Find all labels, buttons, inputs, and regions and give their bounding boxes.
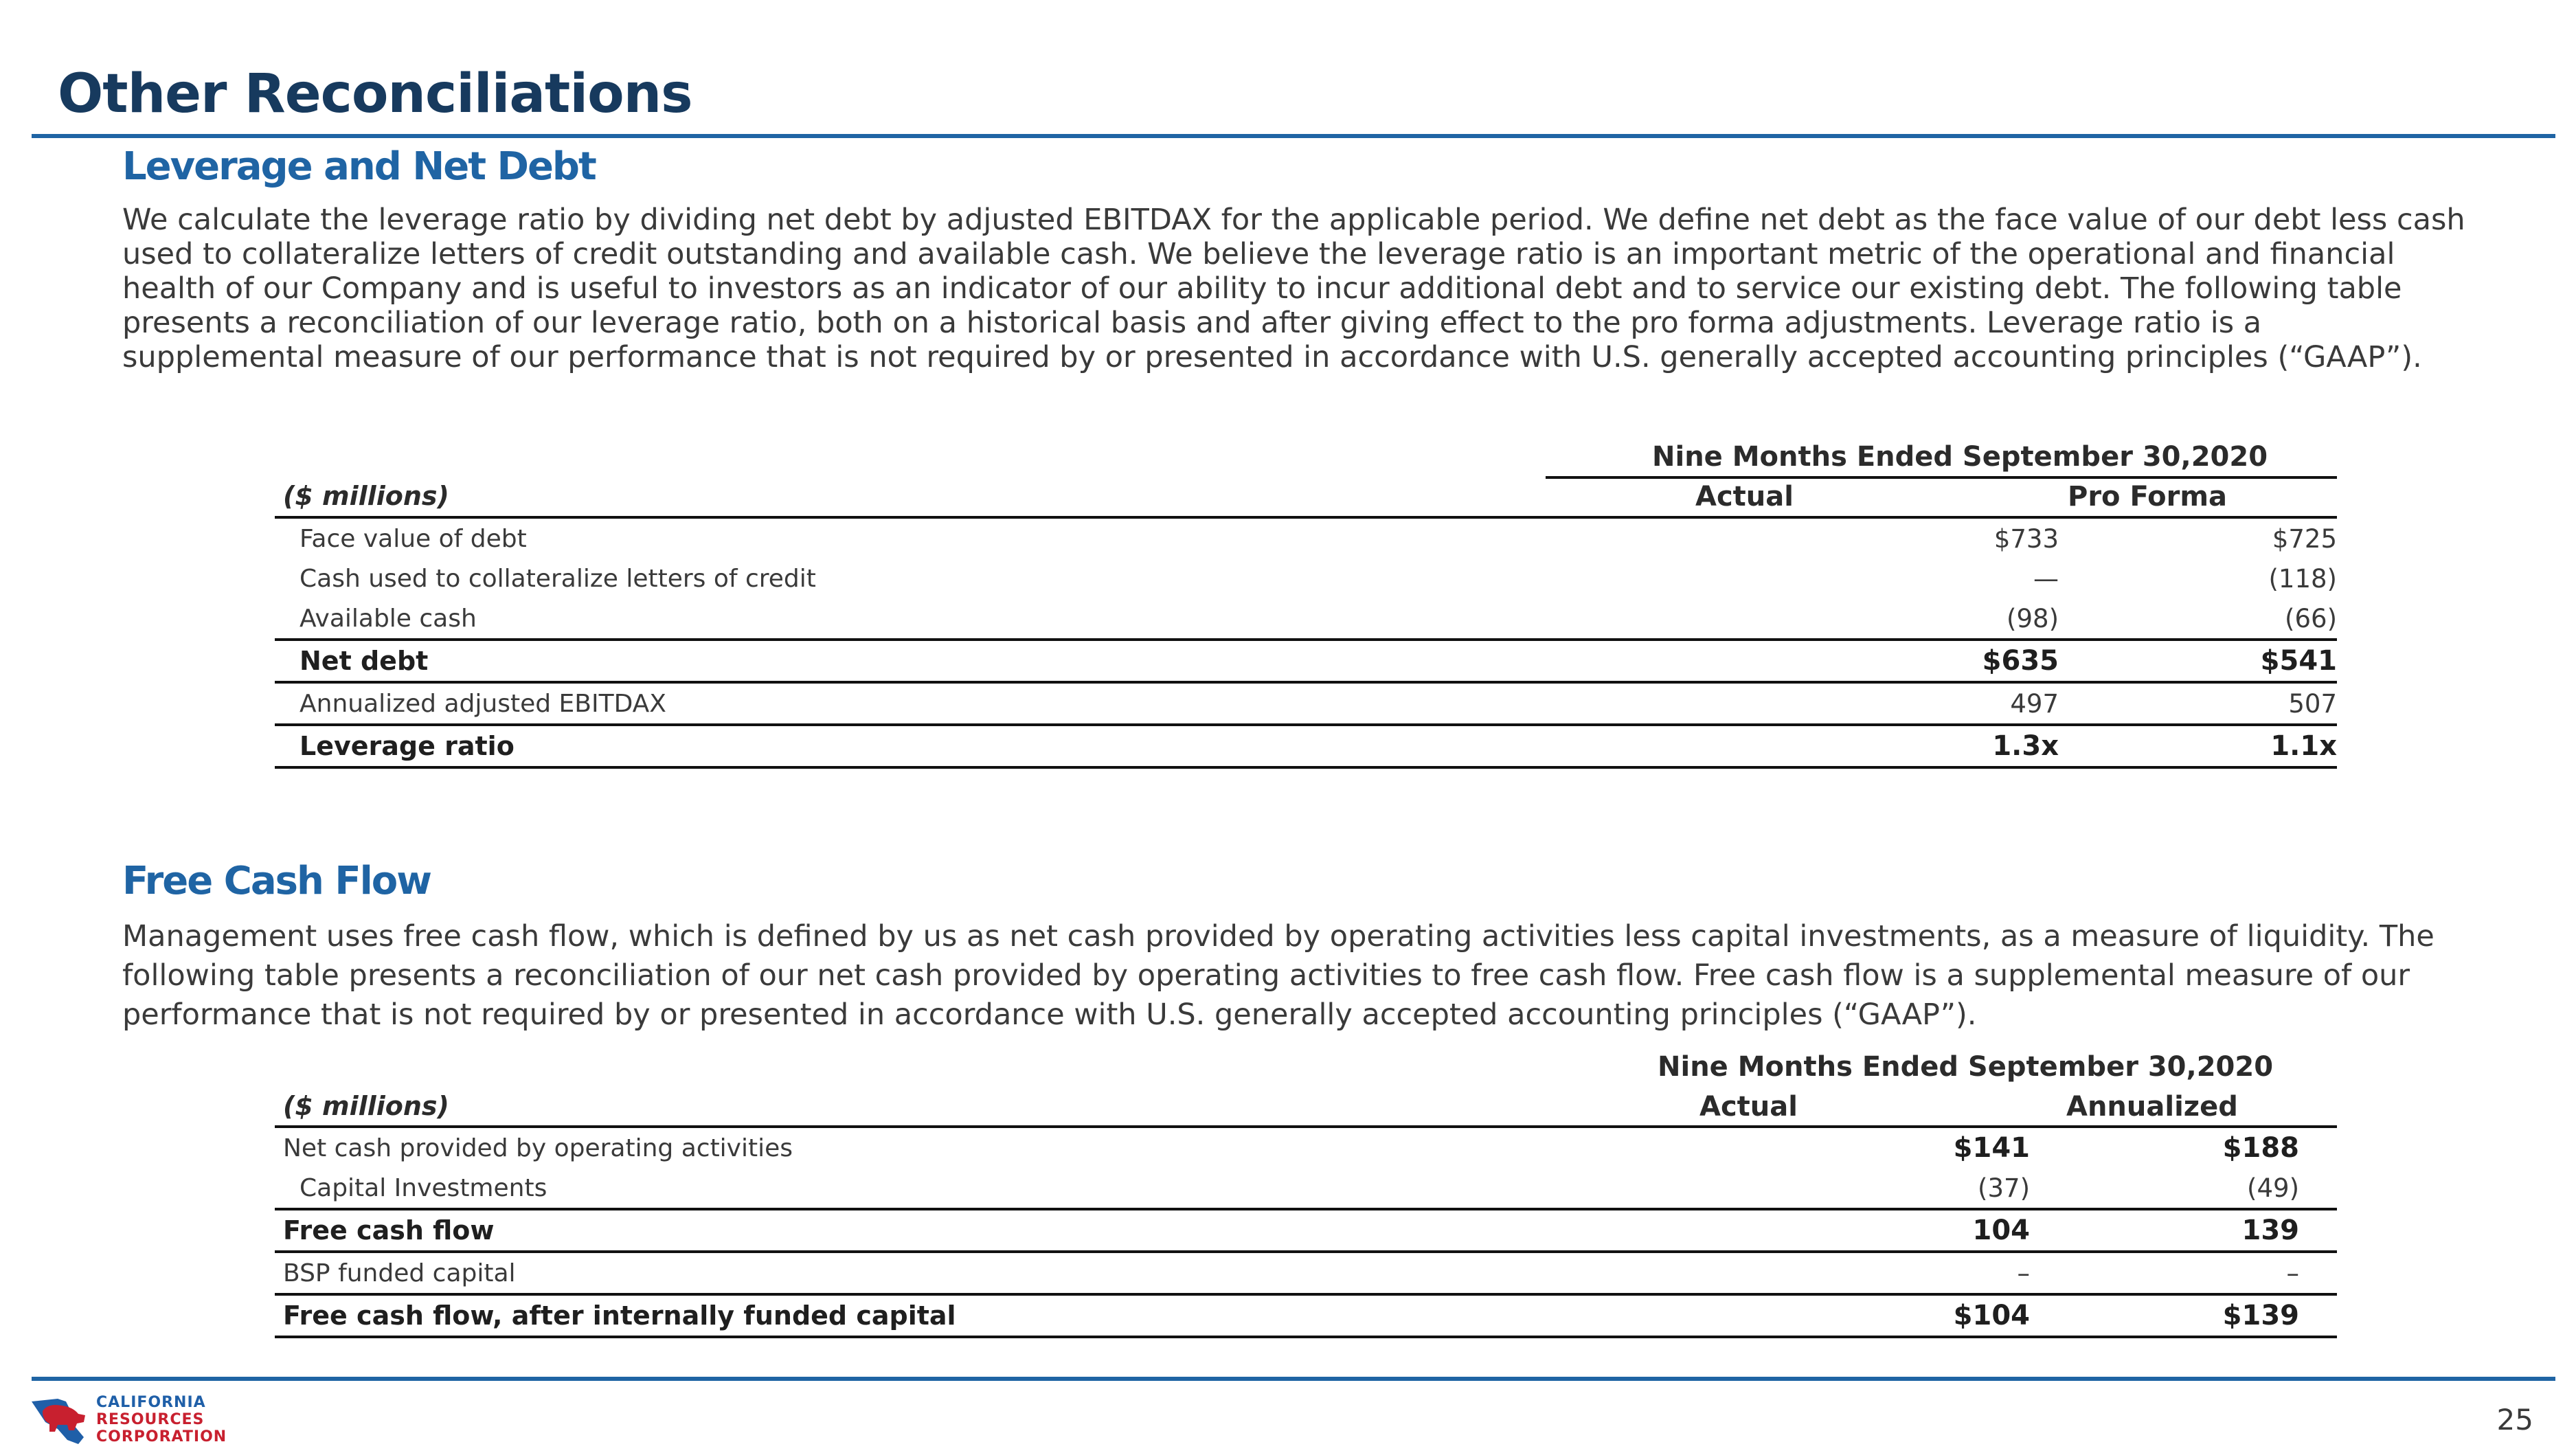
- row-label: Free cash flow: [275, 1209, 1793, 1252]
- company-logo-text: [96, 1394, 227, 1445]
- table-row-total: [275, 1294, 2337, 1337]
- leverage-table: [275, 516, 2337, 769]
- row-label: Capital Investments: [300, 1173, 547, 1202]
- pro-forma-value: $541: [2059, 640, 2337, 682]
- actual-value: $104: [1793, 1294, 2030, 1337]
- logo-line-california: CALIFORNIA: [96, 1394, 206, 1411]
- title-divider: [32, 134, 2555, 138]
- actual-value: 497: [1786, 682, 2059, 725]
- leverage-period-header: Nine Months Ended September 30,2020: [1652, 441, 2268, 473]
- table-row: [275, 1127, 2337, 1168]
- leverage-col-pro-forma: Pro Forma: [2068, 481, 2228, 513]
- page-title: Other Reconciliations: [58, 63, 692, 125]
- fcf-units-label: ($ millions): [283, 1091, 449, 1121]
- actual-value: 1.3x: [1786, 725, 2059, 767]
- leverage-period-underline: [1546, 476, 2337, 479]
- actual-value: $733: [1786, 517, 2059, 559]
- annualized-value: (49): [2247, 1173, 2299, 1203]
- table-row-total: [275, 1209, 2337, 1252]
- row-label: Net debt: [275, 640, 1786, 682]
- row-label: Free cash flow, after internally funded capital: [275, 1294, 1793, 1337]
- actual-value: $141: [1793, 1127, 2030, 1168]
- fcf-col-annualized: Annualized: [2066, 1091, 2238, 1123]
- pro-forma-value: 507: [2059, 682, 2337, 725]
- row-label: Net cash provided by operating activities: [275, 1127, 1793, 1168]
- table-row: [275, 682, 2337, 725]
- row-label: Leverage ratio: [275, 725, 1786, 767]
- row-label: Annualized adjusted EBITDAX: [275, 682, 1786, 725]
- leverage-description: We calculate the leverage ratio by dividing net debt by adjusted EBITDAX for the applicable period. We define net debt as the face value of our debt less cash used to collateralize letters of credit outstanding and available cash. We believe the leverage ratio is an important metric of the operational and financial health of our Company and is useful to investors as an indicator of our ability to incur additional debt and to service our existing debt. The following table presents a reconciliation of our leverage ratio, both on a historical basis and after giving effect to the pro forma adjustments. Leverage ratio is a supplemental measure of our performance that is not required by or presented in accordance with U.S. generally accepted accounting principles (“GAAP”).: [122, 203, 2465, 374]
- pro-forma-value: 1.1x: [2059, 725, 2337, 767]
- free-cash-flow-description: Management uses free cash flow, which is defined by us as net cash provided by operating activities less capital investments, as a measure of liquidity. The following table presents a reconciliation of our net cash provided by operating activities to free cash flow. Free cash flow is a supplemental measure of our performance that is not required by or presented in accordance with U.S. generally accepted accounting principles (“GAAP”).: [122, 919, 2434, 1032]
- actual-value: —: [2033, 563, 2059, 594]
- footer-divider: [32, 1377, 2555, 1381]
- logo-line-corporation: CORPORATION: [96, 1428, 227, 1445]
- annualized-value: –: [2030, 1252, 2299, 1294]
- actual-value: 104: [1793, 1209, 2030, 1252]
- annualized-value: 139: [2030, 1209, 2299, 1252]
- fcf-period-header: Nine Months Ended September 30,2020: [1658, 1051, 2274, 1083]
- table-row-total: [275, 725, 2337, 767]
- table-row: [275, 517, 2337, 559]
- actual-value: (98): [2007, 603, 2059, 633]
- actual-value: –: [1793, 1252, 2030, 1294]
- annualized-value: $139: [2030, 1294, 2299, 1337]
- free-cash-flow-heading: Free Cash Flow: [122, 859, 431, 903]
- actual-value: $635: [1786, 640, 2059, 682]
- table-row: [275, 559, 2337, 598]
- row-label: Available cash: [300, 604, 477, 633]
- actual-value: (37): [1978, 1173, 2030, 1203]
- leverage-heading: Leverage and Net Debt: [122, 144, 596, 189]
- page-number: 25: [2496, 1403, 2533, 1437]
- leverage-units-label: ($ millions): [283, 481, 449, 511]
- row-label: BSP funded capital: [275, 1252, 1793, 1294]
- pro-forma-value: (66): [2285, 603, 2337, 633]
- row-label: Cash used to collateralize letters of credit: [300, 564, 816, 593]
- table-row-total: [275, 640, 2337, 682]
- table-row: [275, 1168, 2337, 1209]
- annualized-value: $188: [2030, 1127, 2299, 1168]
- table-row: [275, 1252, 2337, 1294]
- logo-line-resources: RESOURCES: [96, 1411, 205, 1428]
- table-row: [275, 598, 2337, 640]
- pro-forma-value: $725: [2059, 517, 2337, 559]
- free-cash-flow-table: [275, 1125, 2337, 1338]
- pro-forma-value: (118): [2268, 563, 2337, 594]
- leverage-col-actual: Actual: [1695, 481, 1794, 513]
- fcf-col-actual: Actual: [1699, 1091, 1798, 1123]
- row-label: Face value of debt: [275, 517, 1786, 559]
